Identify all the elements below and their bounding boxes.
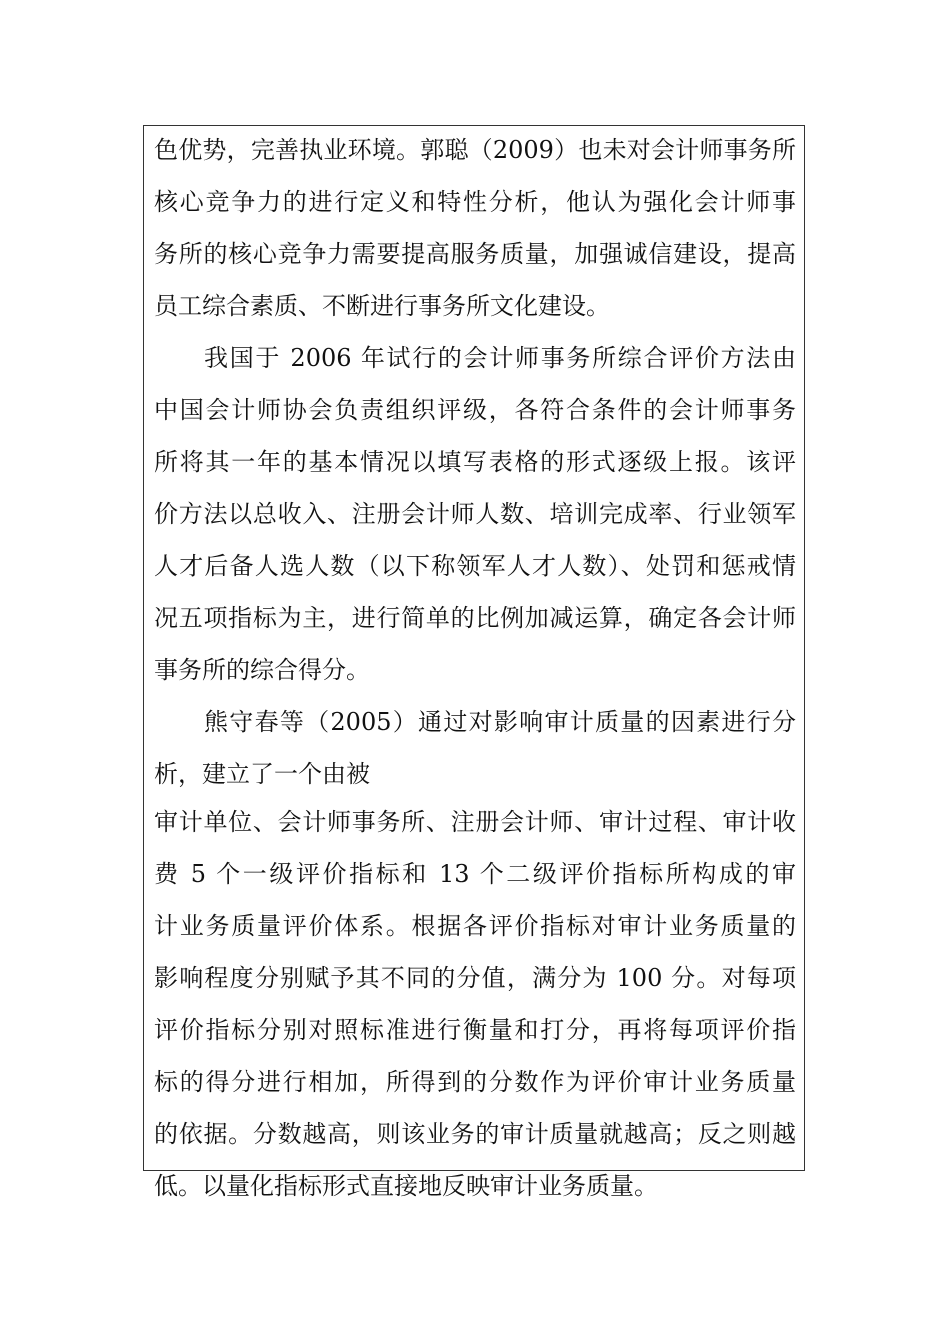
text-line-18: 评价指标分别对照标准进行衡量和打分，再将每项评价指: [154, 1016, 796, 1044]
text-line-5: 我国于 2006 年试行的会计师事务所综合评价方法由: [204, 344, 796, 372]
text-line-17: 影响程度分别赋予其不同的分值，满分为 100 分。对每项: [154, 964, 796, 992]
text-line-21: 低。以量化指标形式直接地反映审计业务质量。: [154, 1172, 658, 1200]
text-line-19: 标的得分进行相加，所得到的分数作为评价审计业务质量: [154, 1068, 796, 1096]
text-line-11: 事务所的综合得分。: [154, 656, 370, 684]
text-line-4: 员工综合素质、不断进行事务所文化建设。: [154, 292, 610, 320]
text-line-6: 中国会计师协会负责组织评级，各符合条件的会计师事务: [154, 396, 796, 424]
text-line-14: 审计单位、会计师事务所、注册会计师、审计过程、审计收: [154, 808, 796, 836]
text-line-1: 色优势，完善执业环境。郭聪（2009）也未对会计师事务所: [154, 136, 796, 164]
text-line-10: 况五项指标为主，进行简单的比例加减运算，确定各会计师: [154, 604, 796, 632]
text-line-20: 的依据。分数越高，则该业务的审计质量就越高；反之则越: [154, 1120, 796, 1148]
text-line-9: 人才后备人选人数（以下称领军人才人数）、处罚和惩戒情: [154, 552, 796, 580]
text-line-13: 析，建立了一个由被: [154, 760, 370, 788]
text-line-3: 务所的核心竞争力需要提高服务质量，加强诚信建设，提高: [154, 240, 796, 268]
text-line-7: 所将其一年的基本情况以填写表格的形式逐级上报。该评: [154, 448, 796, 476]
text-line-2: 核心竞争力的进行定义和特性分析，他认为强化会计师事: [154, 188, 796, 216]
text-line-16: 计业务质量评价体系。根据各评价指标对审计业务质量的: [154, 912, 796, 940]
text-line-8: 价方法以总收入、注册会计师人数、培训完成率、行业领军: [154, 500, 796, 528]
text-line-12: 熊守春等（2005）通过对影响审计质量的因素进行分: [204, 708, 796, 736]
text-line-15: 费 5 个一级评价指标和 13 个二级评价指标所构成的审: [154, 860, 796, 888]
